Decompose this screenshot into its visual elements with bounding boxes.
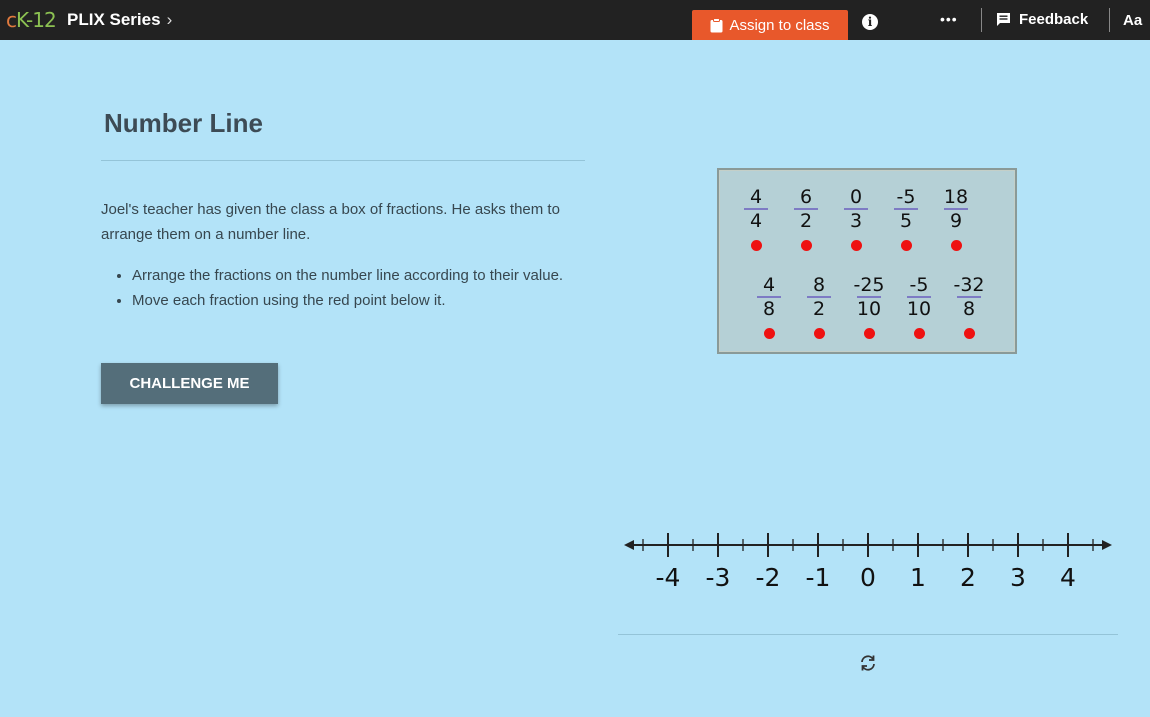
arrow-right-icon [1102,540,1112,550]
fraction-item [849,274,889,339]
instruction-item: • Arrange the fractions on the number line according to their value. [132,263,602,288]
info-icon[interactable]: i [862,14,878,30]
activity-divider [618,634,1118,635]
plix-series-link[interactable] [67,10,172,30]
fraction-denominator: 8 [962,298,976,320]
fraction-item [949,274,989,339]
ck12-logo[interactable]: cK-12 [6,8,56,32]
fraction-numerator: -5 [909,274,929,296]
drag-handle[interactable] [951,240,962,251]
drag-handle[interactable] [814,328,825,339]
fraction-denominator: 9 [949,210,963,232]
feedback-label: Feedback [1019,11,1089,28]
fraction-item [799,274,839,339]
assign-label: Assign to class [729,16,830,34]
text-size-button[interactable]: Aa [1123,12,1143,29]
description-text: Joel's teacher has given the class a box of fractions. He asks them to arrange them on a number line. [101,201,560,243]
fraction-denominator: 8 [762,298,776,320]
fraction-item [936,186,976,251]
tick-label: -2 [755,563,781,592]
fraction-item [749,274,789,339]
fraction-numerator: 8 [812,274,826,296]
fraction-denominator: 4 [749,210,763,232]
fraction-denominator: 5 [899,210,913,232]
series-label: PLIX Series [67,10,161,29]
fraction-denominator: 2 [812,298,826,320]
drag-handle[interactable] [914,328,925,339]
instruction-list [112,263,602,313]
fraction-denominator: 10 [856,298,882,320]
assign-to-class-button[interactable] [692,10,848,40]
drag-handle[interactable] [764,328,775,339]
instruction-item: • Move each fraction using the red point below it. [132,288,602,313]
tick-label: 0 [860,563,876,592]
top-bar [0,0,1150,40]
tick-label: 1 [910,563,926,592]
fraction-denominator: 10 [906,298,932,320]
tick-label: -1 [805,563,831,592]
clipboard-icon [710,18,723,33]
feedback-button[interactable] [996,11,1088,28]
fraction-item [836,186,876,251]
drag-handle[interactable] [801,240,812,251]
tick-label: 2 [960,563,976,592]
page-title: Number Line [104,108,263,138]
arrow-left-icon [624,540,634,550]
tick-label: -3 [705,563,731,592]
tick-label: 3 [1010,563,1026,592]
more-options-button[interactable]: ••• [940,11,958,27]
number-line [618,525,1118,595]
fraction-numerator: -32 [953,274,985,296]
fractions-box [717,168,1017,354]
fraction-denominator: 3 [849,210,863,232]
fraction-numerator: 0 [849,186,863,208]
drag-handle[interactable] [851,240,862,251]
challenge-me-button[interactable]: CHALLENGE ME [101,363,278,404]
fraction-numerator: 6 [799,186,813,208]
fraction-item [886,186,926,251]
drag-handle[interactable] [901,240,912,251]
drag-handle[interactable] [864,328,875,339]
fraction-numerator: 4 [749,186,763,208]
fraction-item [899,274,939,339]
fraction-numerator: 4 [762,274,776,296]
tick-label: 4 [1060,563,1076,592]
title-divider [101,160,585,161]
fraction-numerator: -25 [853,274,885,296]
drag-handle[interactable] [964,328,975,339]
fraction-item [736,186,776,251]
tick-label: -4 [655,563,681,592]
divider [981,8,982,32]
fraction-denominator: 2 [799,210,813,232]
divider [1109,8,1110,32]
chevron-right-icon: › [166,10,173,29]
fraction-numerator: -5 [896,186,916,208]
fraction-item [786,186,826,251]
refresh-icon[interactable] [858,653,878,673]
feedback-icon [996,12,1011,27]
drag-handle[interactable] [751,240,762,251]
fraction-numerator: 18 [943,186,969,208]
